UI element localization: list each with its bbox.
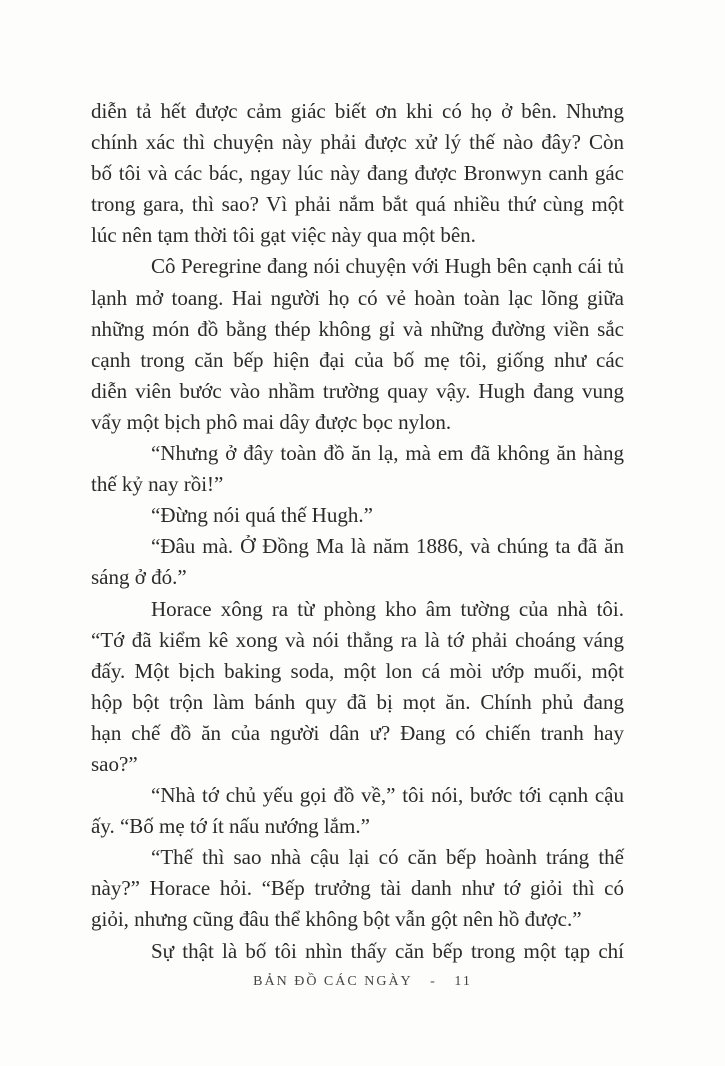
text-line: giỏi, nhưng cũng đâu thể không bột vẫn gột nên hồ được.”: [91, 907, 582, 932]
text-line: hộp bột trộn làm bánh quy đã bị mọt ăn. Chính phủ đang: [91, 689, 624, 714]
running-title: BẢN ĐỒ CÁC NGÀY: [253, 974, 413, 989]
text-line: “Đâu mà. Ở Đồng Ma là năm 1886, và chúng ta đã ăn: [151, 534, 624, 559]
text-line: “Đừng nói quá thế Hugh.”: [151, 503, 373, 528]
text-line: ấy. “Bố mẹ tớ ít nấu nướng lắm.”: [91, 814, 370, 839]
text-line: chính xác thì chuyện này phải được xử lý thế nào đây? Còn: [91, 130, 624, 155]
footer-separator: -: [430, 974, 437, 989]
text-line: “Nhà tớ chủ yếu gọi đồ về,” tôi nói, bước tới cạnh cậu: [151, 783, 624, 808]
text-line: diễn tả hết được cảm giác biết ơn khi có họ ở bên. Nhưng: [91, 99, 624, 123]
text-line: Cô Peregrine đang nói chuyện với Hugh bên cạnh cái tủ: [151, 254, 624, 279]
text-line: “Nhưng ở đây toàn đồ ăn lạ, mà em đã không ăn hàng: [151, 441, 624, 466]
text-line: diễn viên bước vào nhầm trường quay vậy. Hugh đang vung: [91, 378, 624, 403]
text-line: Sự thật là bố tôi nhìn thấy căn bếp trong một tạp chí: [151, 938, 624, 963]
page-footer: [0, 974, 725, 990]
text-line: lạnh mở toang. Hai người họ có vẻ hoàn toàn lạc lõng giữa: [91, 285, 624, 310]
text-line: hạn chế đồ ăn của người dân ư? Đang có chiến tranh hay: [91, 720, 624, 745]
text-line: bố tôi và các bác, ngay lúc này đang được Bronwyn canh gác: [91, 161, 624, 186]
page-number: 11: [454, 974, 472, 989]
text-line: cạnh trong căn bếp hiện đại của bố mẹ tôi, giống như các: [91, 347, 624, 372]
text-line: “Thế thì sao nhà cậu lại có căn bếp hoành tráng thế: [151, 845, 624, 870]
body-text: [91, 96, 624, 967]
text-line: lúc nên tạm thời tôi gạt việc này qua một bên.: [91, 223, 476, 248]
text-line: những món đồ bằng thép không gỉ và những đường viền sắc: [91, 316, 624, 341]
text-line: này?” Horace hỏi. “Bếp trưởng tài danh như tớ giỏi thì có: [91, 876, 624, 901]
text-line: “Tớ đã kiểm kê xong và nói thẳng ra là tớ phải choáng váng: [91, 627, 624, 652]
text-line: đấy. Một bịch baking soda, một lon cá mòi ướp muối, một: [91, 658, 624, 683]
text-line: Horace xông ra từ phòng kho âm tường của nhà tôi.: [151, 596, 624, 621]
text-line: thế kỷ nay rồi!”: [91, 472, 224, 497]
text-line: sáng ở đó.”: [91, 565, 187, 590]
text-line: sao?”: [91, 751, 138, 776]
text-line: vẩy một bịch phô mai dây được bọc nylon.: [91, 409, 452, 434]
text-line: trong gara, thì sao? Vì phải nắm bắt quá nhiều thứ cùng một: [91, 192, 624, 217]
